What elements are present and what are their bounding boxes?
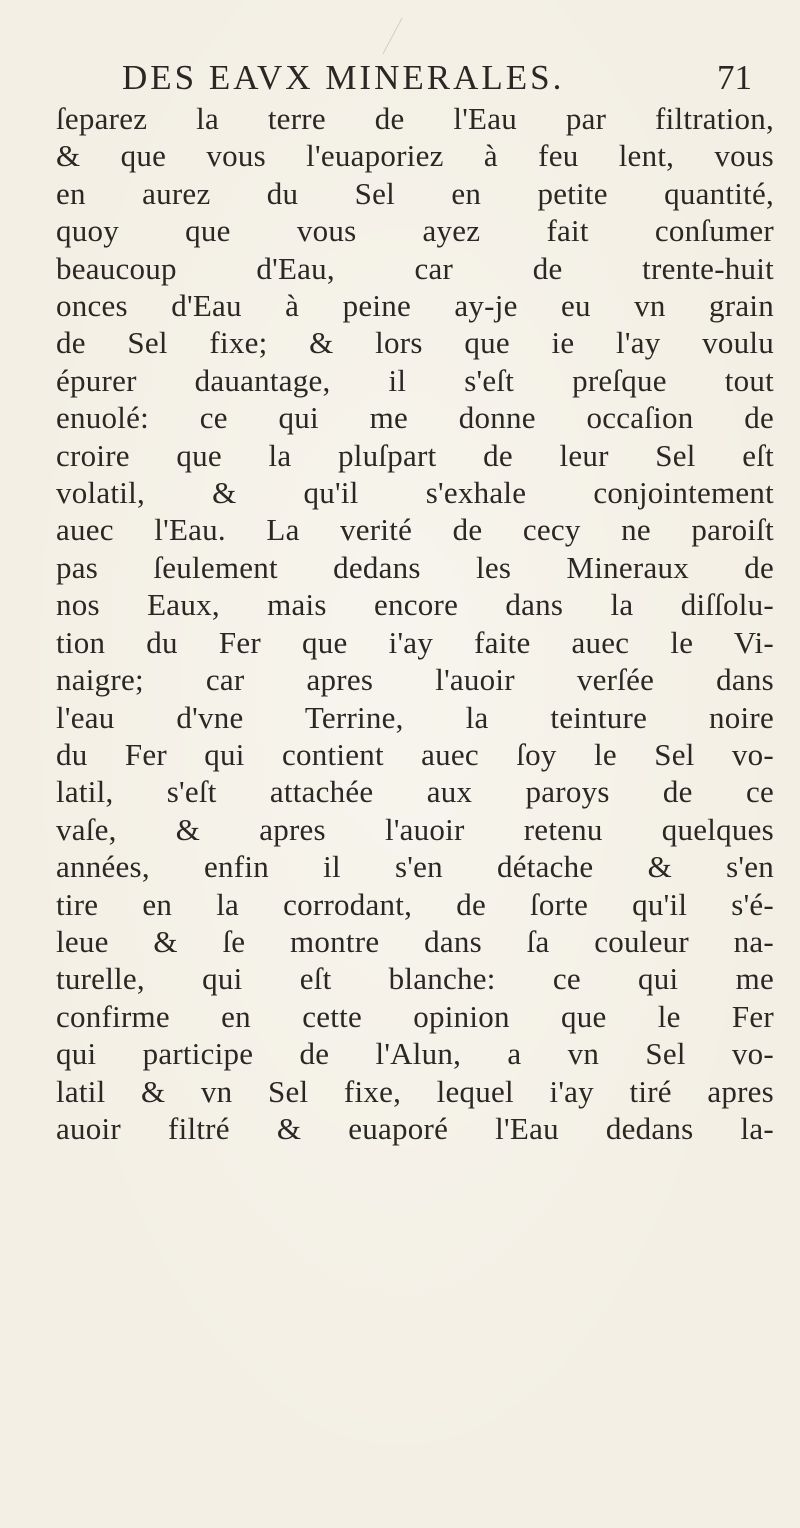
text-line-23: leue & ſe montre dans ſa couleur na- (56, 923, 774, 959)
text-line-11: volatil, & qu'il s'exhale conjointement (56, 475, 774, 511)
text-line-17: l'eau d'vne Terrine, la teinture noire (56, 699, 774, 735)
text-line-14: nos Eaux, mais encore dans la diſſolu- (56, 587, 774, 623)
page-text (56, 100, 774, 1147)
text-line-5: beaucoup d'Eau, car de trente-huit (56, 250, 774, 286)
page-number: 71 (717, 58, 752, 97)
text-line-16: naigre; car apres l'auoir verſée dans (56, 662, 774, 698)
text-line-7: de Sel fixe; & lors que ie l'ay voulu (56, 325, 774, 361)
text-line-9: enuolé: ce qui me donne occaſion de (56, 400, 774, 436)
text-line-27: latil & vn Sel fixe, lequel i'ay tiré apres (56, 1073, 774, 1109)
text-line-6: onces d'Eau à peine ay-je eu vn grain (56, 288, 774, 324)
text-line-19: latil, s'eſt attachée aux paroys de ce (56, 774, 774, 810)
running-title: DES EAVX MINERALES. (122, 58, 565, 97)
text-line-26: qui participe de l'Alun, a vn Sel vo- (56, 1036, 774, 1072)
text-line-8: épurer dauantage, il s'eſt preſque tout (56, 362, 774, 398)
text-line-21: années, enfin il s'en détache & s'en (56, 849, 774, 885)
text-line-2: & que vous l'euaporiez à feu lent, vous (56, 138, 774, 174)
running-head (122, 58, 762, 100)
text-line-25: confirme en cette opinion que le Fer (56, 998, 774, 1034)
text-line-18: du Fer qui contient auec ſoy le Sel vo- (56, 736, 774, 772)
text-line-4: quoy que vous ayez fait conſumer (56, 213, 774, 249)
text-line-13: pas ſeulement dedans les Mineraux de (56, 549, 774, 585)
text-line-15: tion du Fer que i'ay faite auec le Vi- (56, 624, 774, 660)
text-line-22: tire en la corrodant, de ſorte qu'il s'é- (56, 886, 774, 922)
text-line-20: vaſe, & apres l'auoir retenu quelques (56, 811, 774, 847)
text-line-3: en aurez du Sel en petite quantité, (56, 175, 774, 211)
text-line-12: auec l'Eau. La verité de cecy ne paroiſt (56, 512, 774, 548)
text-line-24: turelle, qui eſt blanche: ce qui me (56, 961, 774, 997)
page-corner-mark (382, 18, 436, 54)
text-line-1: ſeparez la terre de l'Eau par filtration, (56, 101, 774, 136)
text-line-28: auoir filtré & euaporé l'Eau dedans la- (56, 1110, 774, 1146)
text-line-10: croire que la pluſpart de leur Sel eſt (56, 437, 774, 473)
